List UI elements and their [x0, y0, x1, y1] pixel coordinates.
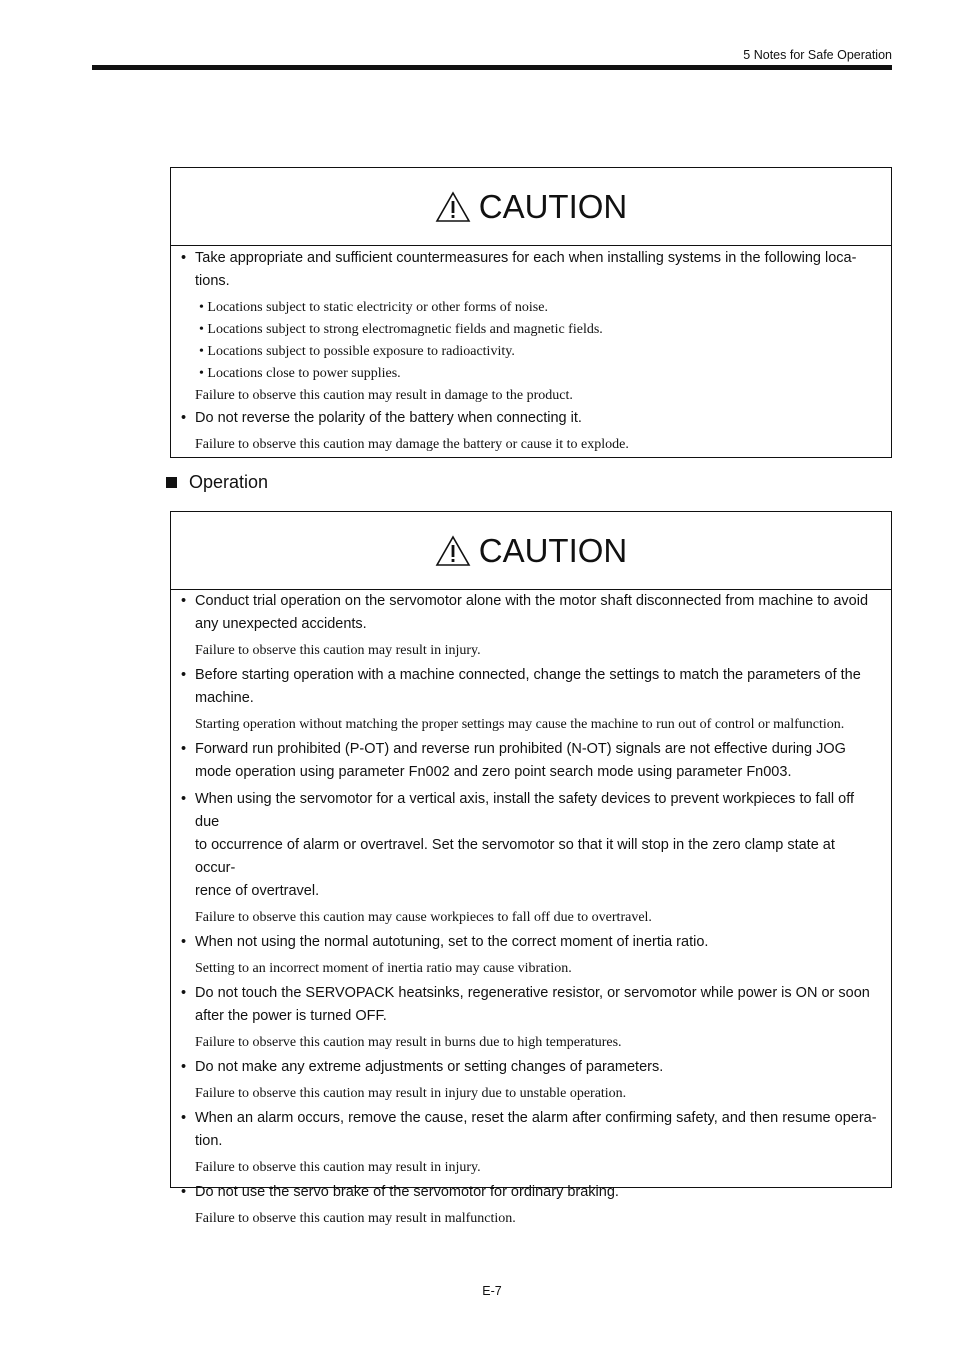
header-rule	[92, 65, 892, 70]
caution-consequence: Failure to observe this caution may result in injury.	[195, 1160, 481, 1175]
warning-triangle-icon	[435, 535, 471, 567]
warning-triangle-icon	[435, 191, 471, 223]
caution-consequence: Failure to observe this caution may damage the battery or cause it to explode.	[195, 437, 629, 452]
square-bullet-icon	[166, 477, 177, 488]
caution-item: • When not using the normal autotuning, set to the correct moment of inertia ratio.	[181, 934, 709, 950]
section-heading-operation	[166, 472, 268, 493]
caution-consequence: Failure to observe this caution may result in injury.	[195, 643, 481, 658]
caution-box-operation	[170, 511, 892, 1226]
caution-consequence: Setting to an incorrect moment of inertia ratio may cause vibration.	[195, 961, 572, 976]
location-item: • Locations subject to static electricity or other forms of noise.	[199, 300, 548, 315]
caution-item: • When an alarm occurs, remove the cause, reset the alarm after confirming safety, and then resume opera- tion.	[181, 1110, 877, 1149]
caution-item: • Take appropriate and sufficient countermeasures for each when installing systems in the following loca- tions.	[181, 250, 857, 289]
caution-header	[171, 512, 891, 590]
caution-consequence: Failure to observe this caution may result in injury due to unstable operation.	[195, 1086, 627, 1101]
caution-item: • Before starting operation with a machine connected, change the settings to match the parameters of the machine.	[181, 667, 861, 706]
caution-header	[171, 168, 891, 246]
caution-item: • Conduct trial operation on the servomotor alone with the motor shaft disconnected from machine to avoid any unexpected accidents.	[181, 593, 869, 632]
caution-box-installation	[170, 167, 892, 458]
caution-consequence: Failure to observe this caution may cause workpieces to fall off due to overtravel.	[195, 910, 652, 925]
caution-consequence: Failure to observe this caution may result in damage to the product.	[195, 388, 573, 403]
location-item: • Locations subject to possible exposure to radioactivity.	[199, 344, 515, 359]
caution-body	[171, 590, 891, 1230]
header-section-title: 5 Notes for Safe Operation	[743, 48, 892, 62]
caution-item: • Do not make any extreme adjustments or setting changes of parameters.	[181, 1059, 664, 1075]
caution-item: • When using the servomotor for a vertical axis, install the safety devices to prevent workpieces to fall off due to occurrence of alarm or overtravel. Set the servomotor so that it will stop in the zero clamp state at occur- rence of overtravel.	[181, 791, 854, 899]
caution-consequence: Failure to observe this caution may result in malfunction.	[195, 1211, 516, 1226]
caution-item: • Do not touch the SERVOPACK heatsinks, regenerative resistor, or servomotor while power is ON or soon after the power is turned OFF.	[181, 985, 870, 1024]
caution-consequence: Starting operation without matching the proper settings may cause the machine to run out of control or malfunction.	[195, 717, 845, 732]
page-number: E-7	[482, 1284, 502, 1298]
caution-item: • Forward run prohibited (P-OT) and reverse run prohibited (N-OT) signals are not effective during JOG mode operation using parameter Fn002 and zero point search mode using parameter Fn003.	[181, 741, 846, 780]
caution-consequence: Failure to observe this caution may result in burns due to high temperatures.	[195, 1035, 622, 1050]
caution-item: • Do not reverse the polarity of the battery when connecting it.	[181, 410, 582, 426]
caution-title: CAUTION	[478, 531, 628, 569]
caution-item: • Do not use the servo brake of the servomotor for ordinary braking.	[181, 1184, 619, 1200]
location-item: • Locations subject to strong electromagnetic fields and magnetic fields.	[199, 322, 603, 337]
section-heading-label: Operation	[189, 472, 269, 492]
caution-body	[171, 246, 891, 456]
caution-title: CAUTION	[478, 187, 628, 225]
location-item: • Locations close to power supplies.	[199, 366, 401, 381]
